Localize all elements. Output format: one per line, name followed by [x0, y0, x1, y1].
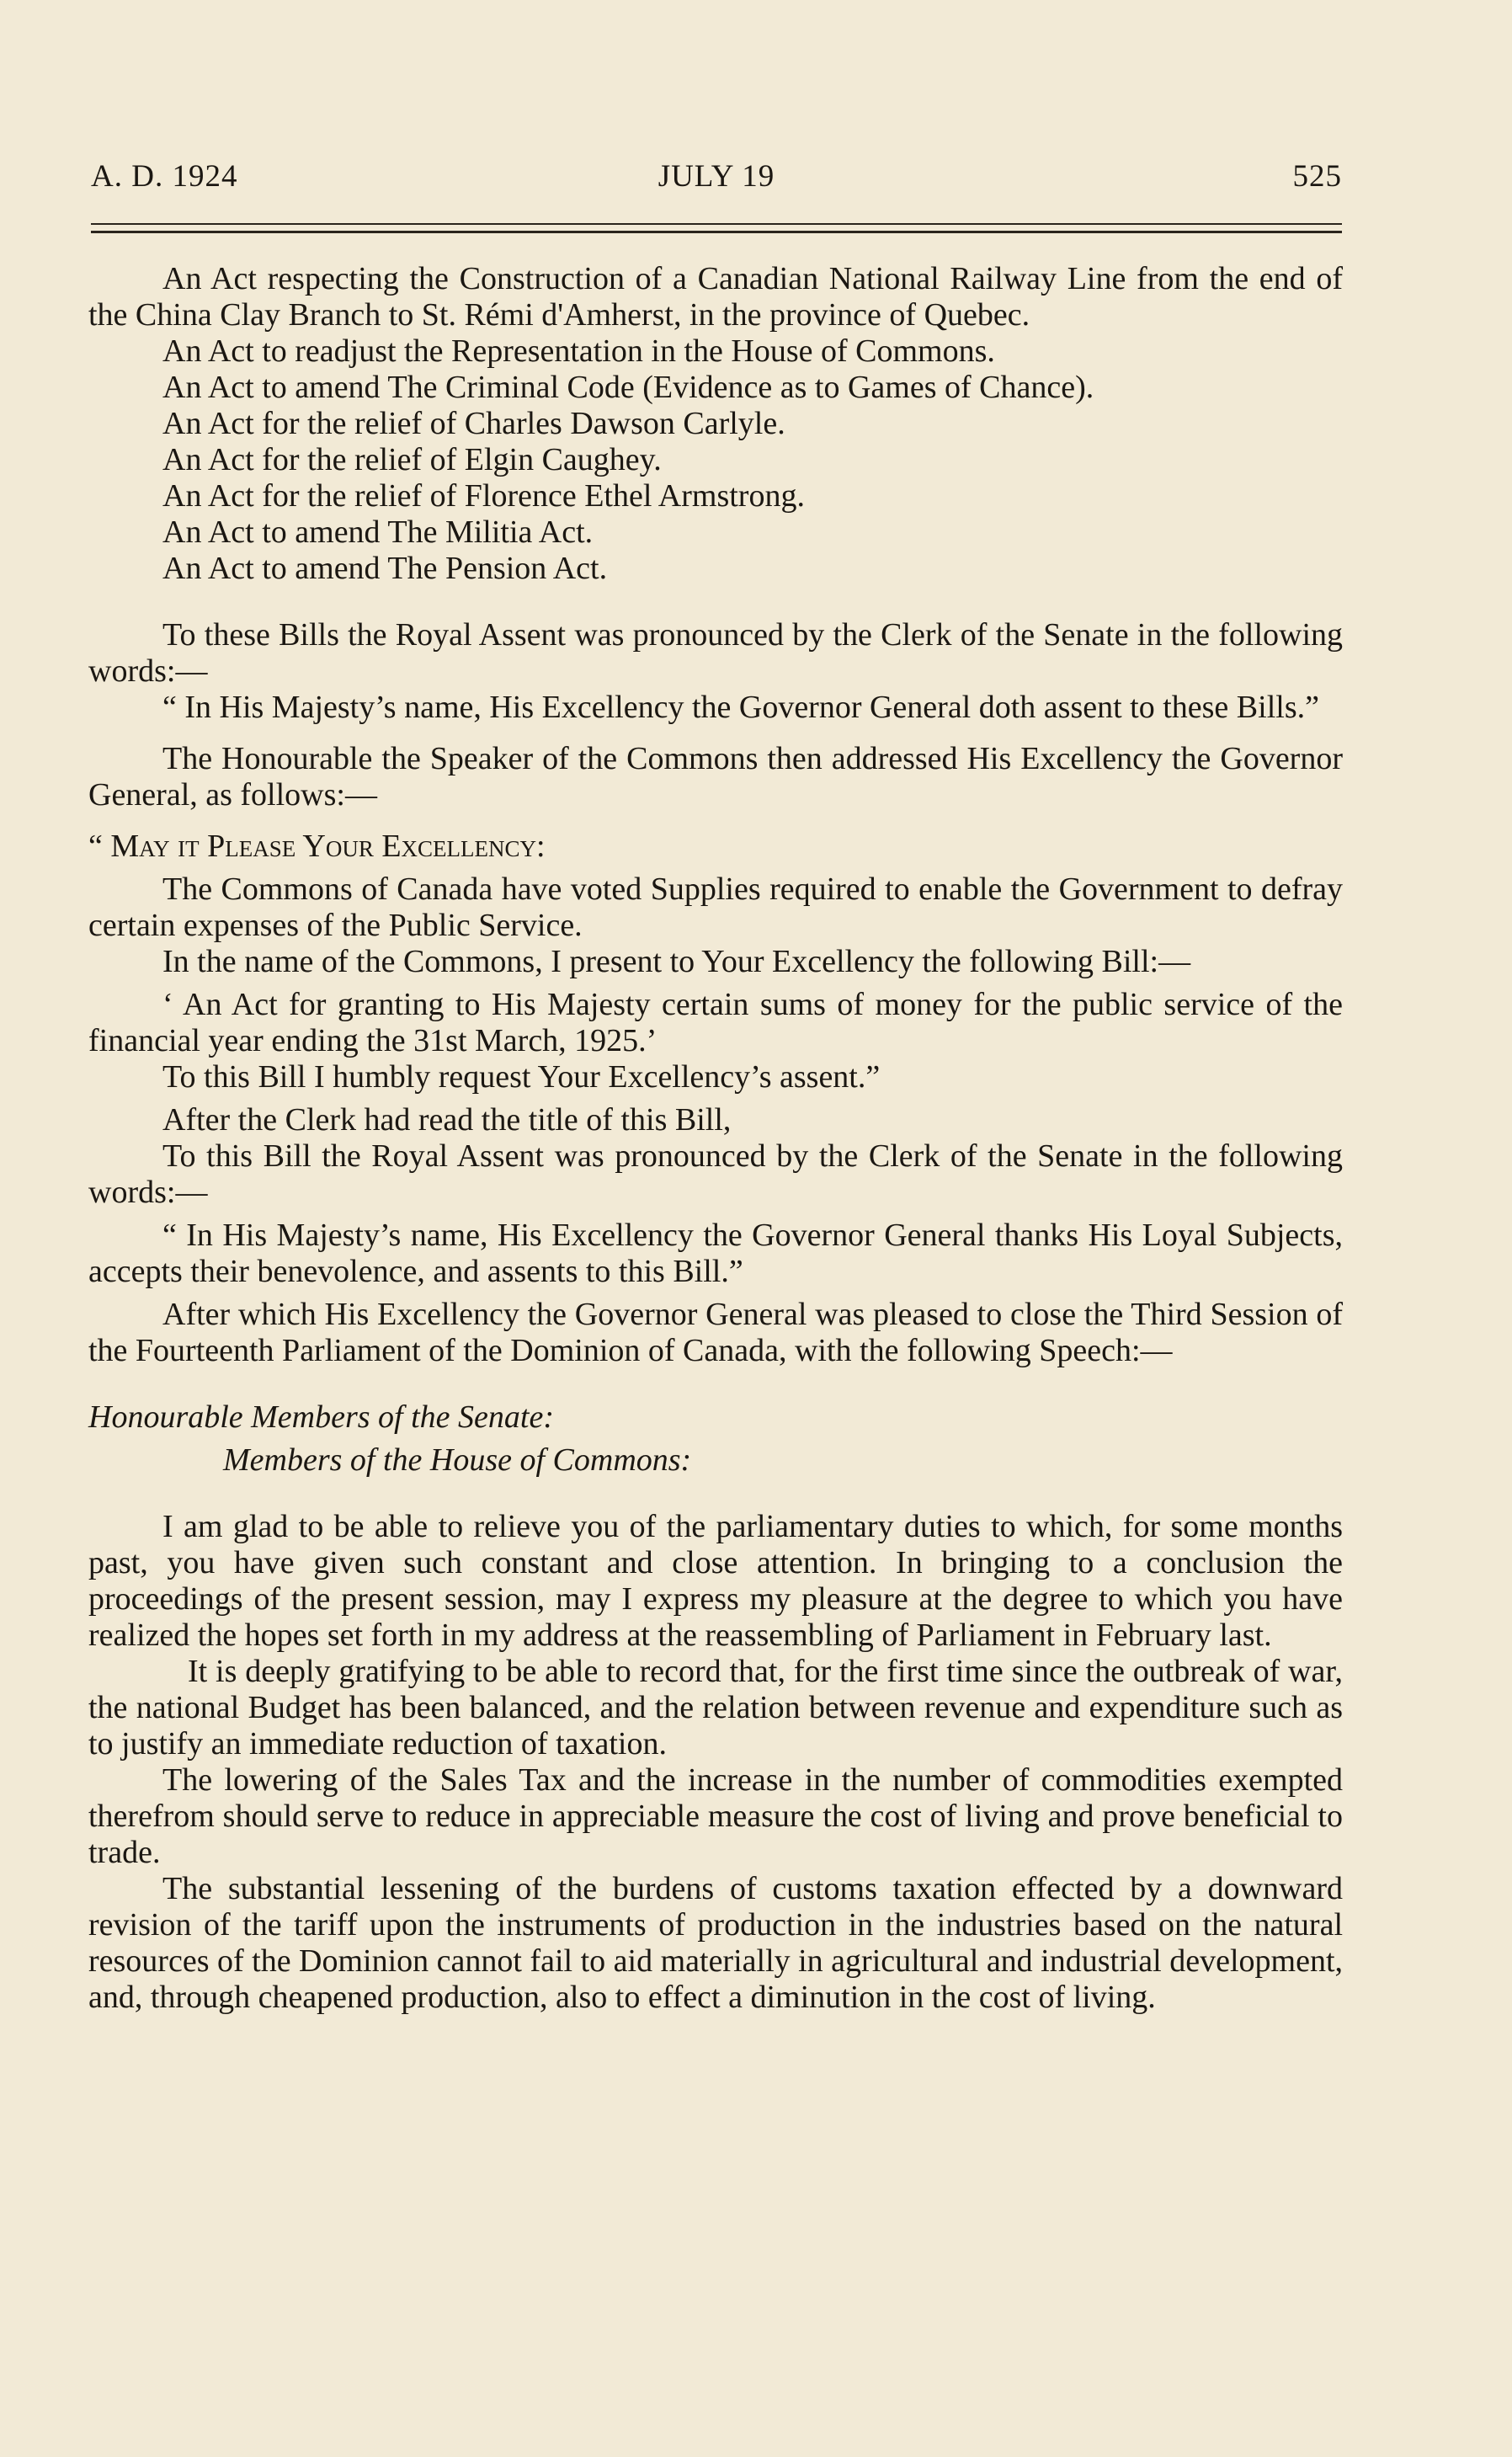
act-item: An Act respecting the Construction of a Canadian National Railway Line from the end of the China Clay Branch to St. Rémi d'Amherst, in the province of Quebec.: [88, 261, 1343, 333]
running-header: [91, 158, 1342, 202]
header-year: A. D. 1924: [91, 159, 238, 194]
act-item: An Act to amend The Militia Act.: [162, 514, 594, 550]
salutation: “ May it Please Your Excellency:: [88, 829, 546, 864]
present-paragraph: In the name of the Commons, I present to Your Excellency the following Bill:—: [162, 944, 1191, 979]
assent-quote: “ In His Majesty’s name, His Excellency the Governor General doth assent to these Bills.”: [162, 690, 1319, 725]
clerk-read-paragraph: After the Clerk had read the title of this Bill,: [162, 1102, 732, 1138]
speech-salutation-commons: Members of the House of Commons:: [223, 1442, 692, 1478]
act-item: An Act for the relief of Elgin Caughey.: [162, 442, 662, 477]
act-item: An Act to amend The Pension Act.: [162, 551, 608, 586]
assent-quote-2: “ In His Majesty’s name, His Excellency the Governor General thanks His Loyal Subjects, accepts their benevolence, and assents to this Bill.”: [88, 1218, 1343, 1289]
supplies-paragraph: The Commons of Canada have voted Supplies required to enable the Government to defray certain expenses of the Public Service.: [88, 871, 1343, 943]
speech-paragraph: The lowering of the Sales Tax and the increase in the number of commodities exempted therefrom should serve to reduce in appreciable measure the cost of living and prove beneficial to trade.: [88, 1762, 1343, 1870]
act-item: An Act to amend The Criminal Code (Evidence as to Games of Chance).: [162, 370, 1094, 405]
act-item: An Act for the relief of Charles Dawson Carlyle.: [162, 406, 785, 441]
header-rule-thick: [91, 231, 1342, 233]
request-paragraph: To this Bill I humbly request Your Excellency’s assent.”: [162, 1059, 881, 1095]
bill-title: ‘ An Act for granting to His Majesty certain sums of money for the public service of the financial year ending the 31st March, 1925.’: [88, 987, 1343, 1058]
speech-salutation-senate: Honourable Members of the Senate:: [88, 1399, 554, 1435]
assent-paragraph-2: To this Bill the Royal Assent was pronounced by the Clerk of the Senate in the following words:—: [88, 1138, 1343, 1210]
speaker-paragraph: The Honourable the Speaker of the Commons then addressed His Excellency the Governor General, as follows:—: [88, 741, 1343, 813]
act-item: An Act for the relief of Florence Ethel Armstrong.: [162, 478, 805, 514]
act-item: An Act to readjust the Representation in the House of Commons.: [162, 333, 995, 369]
speech-paragraph: It is deeply gratifying to be able to record that, for the first time since the outbreak of war, the national Budget has been balanced, and the relation between revenue and expenditure such as to justify an immediate reduction of taxation.: [88, 1654, 1343, 1761]
closing-paragraph: After which His Excellency the Governor General was pleased to close the Third Session of the Fourteenth Parliament of the Dominion of Canada, with the following Speech:—: [88, 1297, 1343, 1368]
page-body: [88, 261, 1343, 2016]
page-number: 525: [1292, 159, 1342, 194]
header-rule-thin: [91, 223, 1342, 225]
speech-paragraph: I am glad to be able to relieve you of the parliamentary duties to which, for some months past, you have given such constant and close attention. In bringing to a conclusion the proceedings of the present session, may I express my pleasure at the degree to which you have realized the hopes set forth in my address at the reassembling of Parliament in February last.: [88, 1509, 1343, 1653]
speech-paragraph: The substantial lessening of the burdens of customs taxation effected by a downward revision of the tariff upon the instruments of production in the industries based on the natural resources of the Dominion cannot fail to aid materially in agricultural and industrial development, and, through cheapened production, also to effect a diminution in the cost of living.: [88, 1871, 1343, 2015]
header-date: JULY 19: [658, 159, 775, 194]
assent-paragraph: To these Bills the Royal Assent was pronounced by the Clerk of the Senate in the following words:—: [88, 617, 1343, 689]
